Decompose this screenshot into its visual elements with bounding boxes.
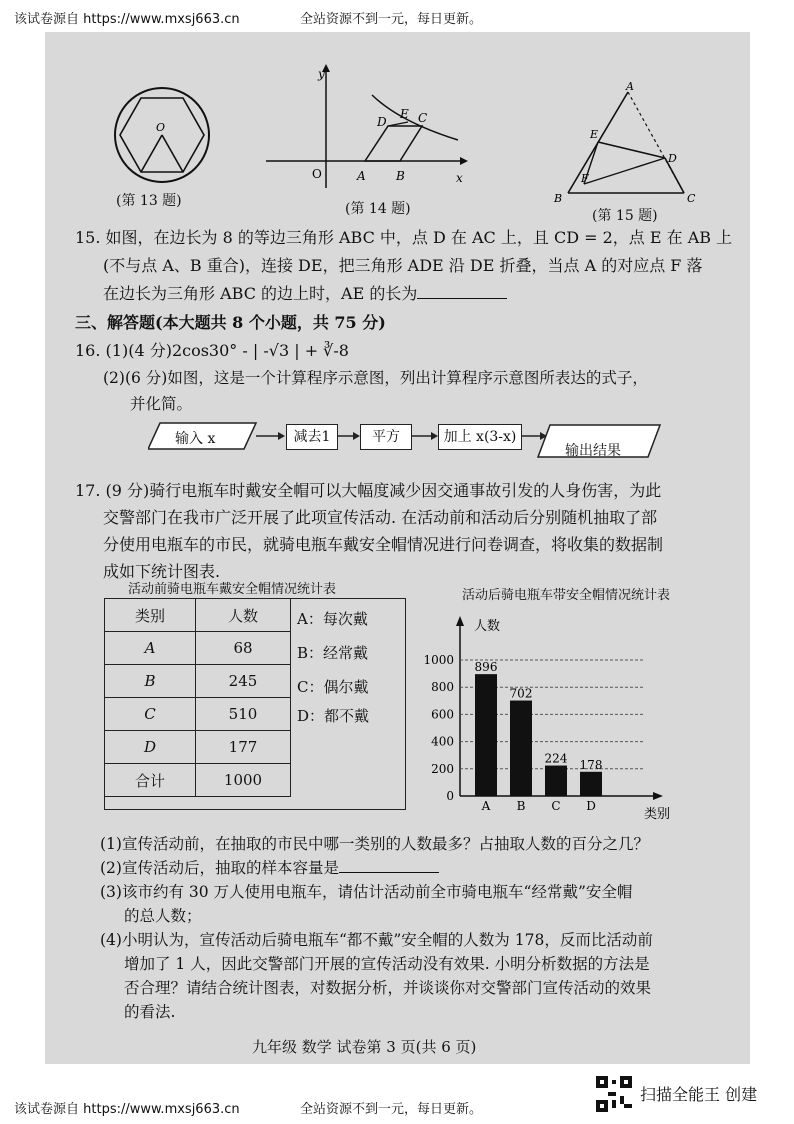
q16-part-2-line-1: (2)(6 分)如图，这是一个计算程序示意图，列出计算程序示意图所表达的式子， — [103, 369, 648, 387]
after-bar-chart — [420, 600, 700, 822]
table-cell: 510 — [196, 698, 291, 731]
table-cell: 177 — [196, 731, 291, 764]
flow-subtract-1: 减去1 — [286, 424, 338, 450]
flow-square: 平方 — [360, 424, 412, 450]
table-cell: C — [105, 698, 196, 731]
q17-sub-3-line-1: (3)该市约有 30 万人使用电瓶车，请估计活动前全市骑电瓶车“经常戴”安全帽 — [100, 883, 633, 901]
table-cell: A — [105, 632, 196, 665]
chart-xtick-label: A — [481, 799, 491, 813]
flow-output: 输出结果 — [565, 443, 621, 459]
table-header-row — [105, 599, 291, 632]
chart-ytick-label: 0 — [446, 789, 454, 803]
f14-c-label: C — [418, 111, 428, 125]
table-header-category: 类别 — [105, 599, 196, 632]
q17-sub-2-text: (2)宣传活动后，抽取的样本容量是 — [100, 859, 339, 877]
footer-slogan: 全站资源不到一元，每日更新。 — [300, 1102, 483, 1117]
f15-e-label: E — [590, 128, 599, 141]
table-row — [105, 665, 291, 698]
q17-sub-3-line-2: 的总人数； — [124, 907, 202, 925]
table-row — [105, 698, 291, 731]
legend-item: A：每次戴 — [297, 610, 368, 628]
chart-title: 活动后骑电瓶车带安全帽情况统计表 — [462, 588, 671, 603]
q15-line-3 — [103, 281, 507, 304]
table-row — [105, 764, 291, 797]
q17-sub-4-line-1: (4)小明认为，宣传活动后骑电瓶车“都不戴”安全帽的人数为 178，反而比活动前 — [100, 931, 653, 949]
table-row — [105, 632, 291, 665]
figure-15 — [548, 78, 708, 208]
chart-xtick-label: C — [551, 799, 561, 813]
chart-bar — [510, 701, 532, 796]
chart-ylabel: 人数 — [474, 619, 501, 634]
q16-part-1: 16. (1)(4 分)2cos30° - | -√3 | + ∛-8 — [75, 341, 349, 360]
flow-add: 加上 x(3-x) — [438, 424, 522, 450]
f15-c-label: C — [687, 192, 696, 205]
table-cell: 合计 — [105, 764, 196, 797]
chart-ytick-label: 800 — [431, 680, 454, 695]
q15-line-2: (不与点 A、B 重合)，连接 DE，把三角形 ADE 沿 DE 折叠，当点 A 的对应点 F 落 — [103, 256, 703, 275]
q17-sub-2-blank[interactable] — [339, 858, 439, 873]
table-cell: 245 — [196, 665, 291, 698]
f14-x-label: x — [456, 171, 463, 185]
chart-xlabel: 类别 — [644, 807, 671, 822]
f14-caption: (第 14 题) — [345, 201, 411, 217]
q17-sub-4-line-3: 否合理？请结合统计图表，对数据分析，并谈谈你对交警部门宣传活动的效果 — [124, 979, 652, 997]
table-cell: B — [105, 665, 196, 698]
q16-part-2-line-2: 并化简。 — [130, 395, 193, 413]
q17-sub-4-line-2: 增加了 1 人，因此交警部门开展的宣传活动没有效果. 小明分析数据的方法是 — [124, 955, 650, 973]
f13-center-label: O — [156, 121, 166, 134]
chart-data-label: 896 — [474, 660, 498, 675]
chart-data-label: 224 — [544, 751, 568, 766]
f14-y-label: y — [318, 67, 325, 81]
section-3-title: 三、解答题(本大题共 8 个小题，共 75 分) — [75, 313, 386, 332]
chart-bar — [580, 772, 602, 796]
q17-line-2: 交警部门在我市广泛开展了此项宣传活动. 在活动前和活动后分别随机抽取了部 — [103, 508, 658, 527]
chart-ytick-label: 1000 — [423, 653, 454, 667]
legend-item: D：都不戴 — [297, 707, 370, 725]
table-cell: 1000 — [196, 764, 291, 797]
table-cell: D — [105, 731, 196, 764]
qr-code-icon — [596, 1076, 632, 1112]
chart-ytick-label: 200 — [431, 761, 454, 776]
q17-sub-1: (1)宣传活动前，在抽取的市民中哪一类别的人数最多？占抽取人数的百分之几？ — [100, 835, 649, 853]
q15-line-1: 15. 如图，在边长为 8 的等边三角形 ABC 中，点 D 在 AC 上，且 CD = 2，点 E 在 AB 上 — [75, 228, 733, 247]
f15-d-label: D — [668, 152, 677, 165]
f14-b-label: B — [396, 169, 405, 183]
chart-xtick-label: D — [586, 799, 596, 813]
f15-f-label: F — [581, 172, 589, 185]
q17-line-1: 17. (9 分)骑行电瓶车时戴安全帽可以大幅度减少因交通事故引发的人身伤害，为此 — [75, 481, 662, 500]
table-cell: 68 — [196, 632, 291, 665]
figure-13 — [100, 85, 225, 205]
table-header-count: 人数 — [196, 599, 291, 632]
page-header — [0, 0, 794, 30]
flow-input: 输入 x — [175, 431, 216, 447]
header-slogan: 全站资源不到一元，每日更新。 — [300, 12, 483, 27]
chart-data-label: 702 — [509, 686, 533, 701]
q15-line-3-text: 在边长为三角形 ABC 的边上时，AE 的长为 — [103, 284, 418, 303]
chart-ytick-label: 600 — [431, 707, 454, 722]
f15-a-label: A — [626, 80, 634, 93]
header-source[interactable]: 该试卷源自 https://www.mxsj663.cn — [14, 12, 240, 27]
before-stats-table — [104, 598, 291, 797]
figure-14 — [260, 60, 475, 195]
legend-item: B：经常戴 — [297, 644, 369, 662]
f14-d-label: D — [377, 115, 387, 129]
q17-sub-2 — [100, 856, 439, 878]
table-title: 活动前骑电瓶车戴安全帽情况统计表 — [128, 582, 337, 597]
q17-sub-4-line-4: 的看法. — [124, 1003, 176, 1021]
footer-source[interactable]: 该试卷源自 https://www.mxsj663.cn — [14, 1102, 240, 1117]
f14-o-label: O — [312, 167, 322, 181]
legend-item: C：偶尔戴 — [297, 678, 369, 696]
page-footer-label: 九年级 数学 试卷第 3 页(共 6 页) — [252, 1038, 477, 1056]
table-row — [105, 731, 291, 764]
q17-line-3: 分使用电瓶车的市民，就骑电瓶车戴安全帽情况进行问卷调查，将收集的数据制 — [103, 535, 664, 554]
chart-data-label: 178 — [579, 757, 603, 772]
f15-b-label: B — [554, 192, 563, 205]
q15-answer-blank[interactable] — [417, 284, 507, 299]
f14-a-label: A — [357, 169, 366, 183]
f15-caption: (第 15 题) — [592, 208, 658, 224]
scanner-credit: 扫描全能王 创建 — [640, 1085, 758, 1104]
chart-ytick-label: 400 — [431, 734, 454, 749]
chart-xtick-label: B — [516, 799, 526, 813]
f13-caption: (第 13 题) — [116, 193, 182, 209]
chart-bar — [545, 766, 567, 796]
f14-e-label: E — [400, 107, 409, 121]
q17-line-4: 成如下统计图表. — [103, 562, 221, 581]
chart-bar — [475, 674, 497, 796]
